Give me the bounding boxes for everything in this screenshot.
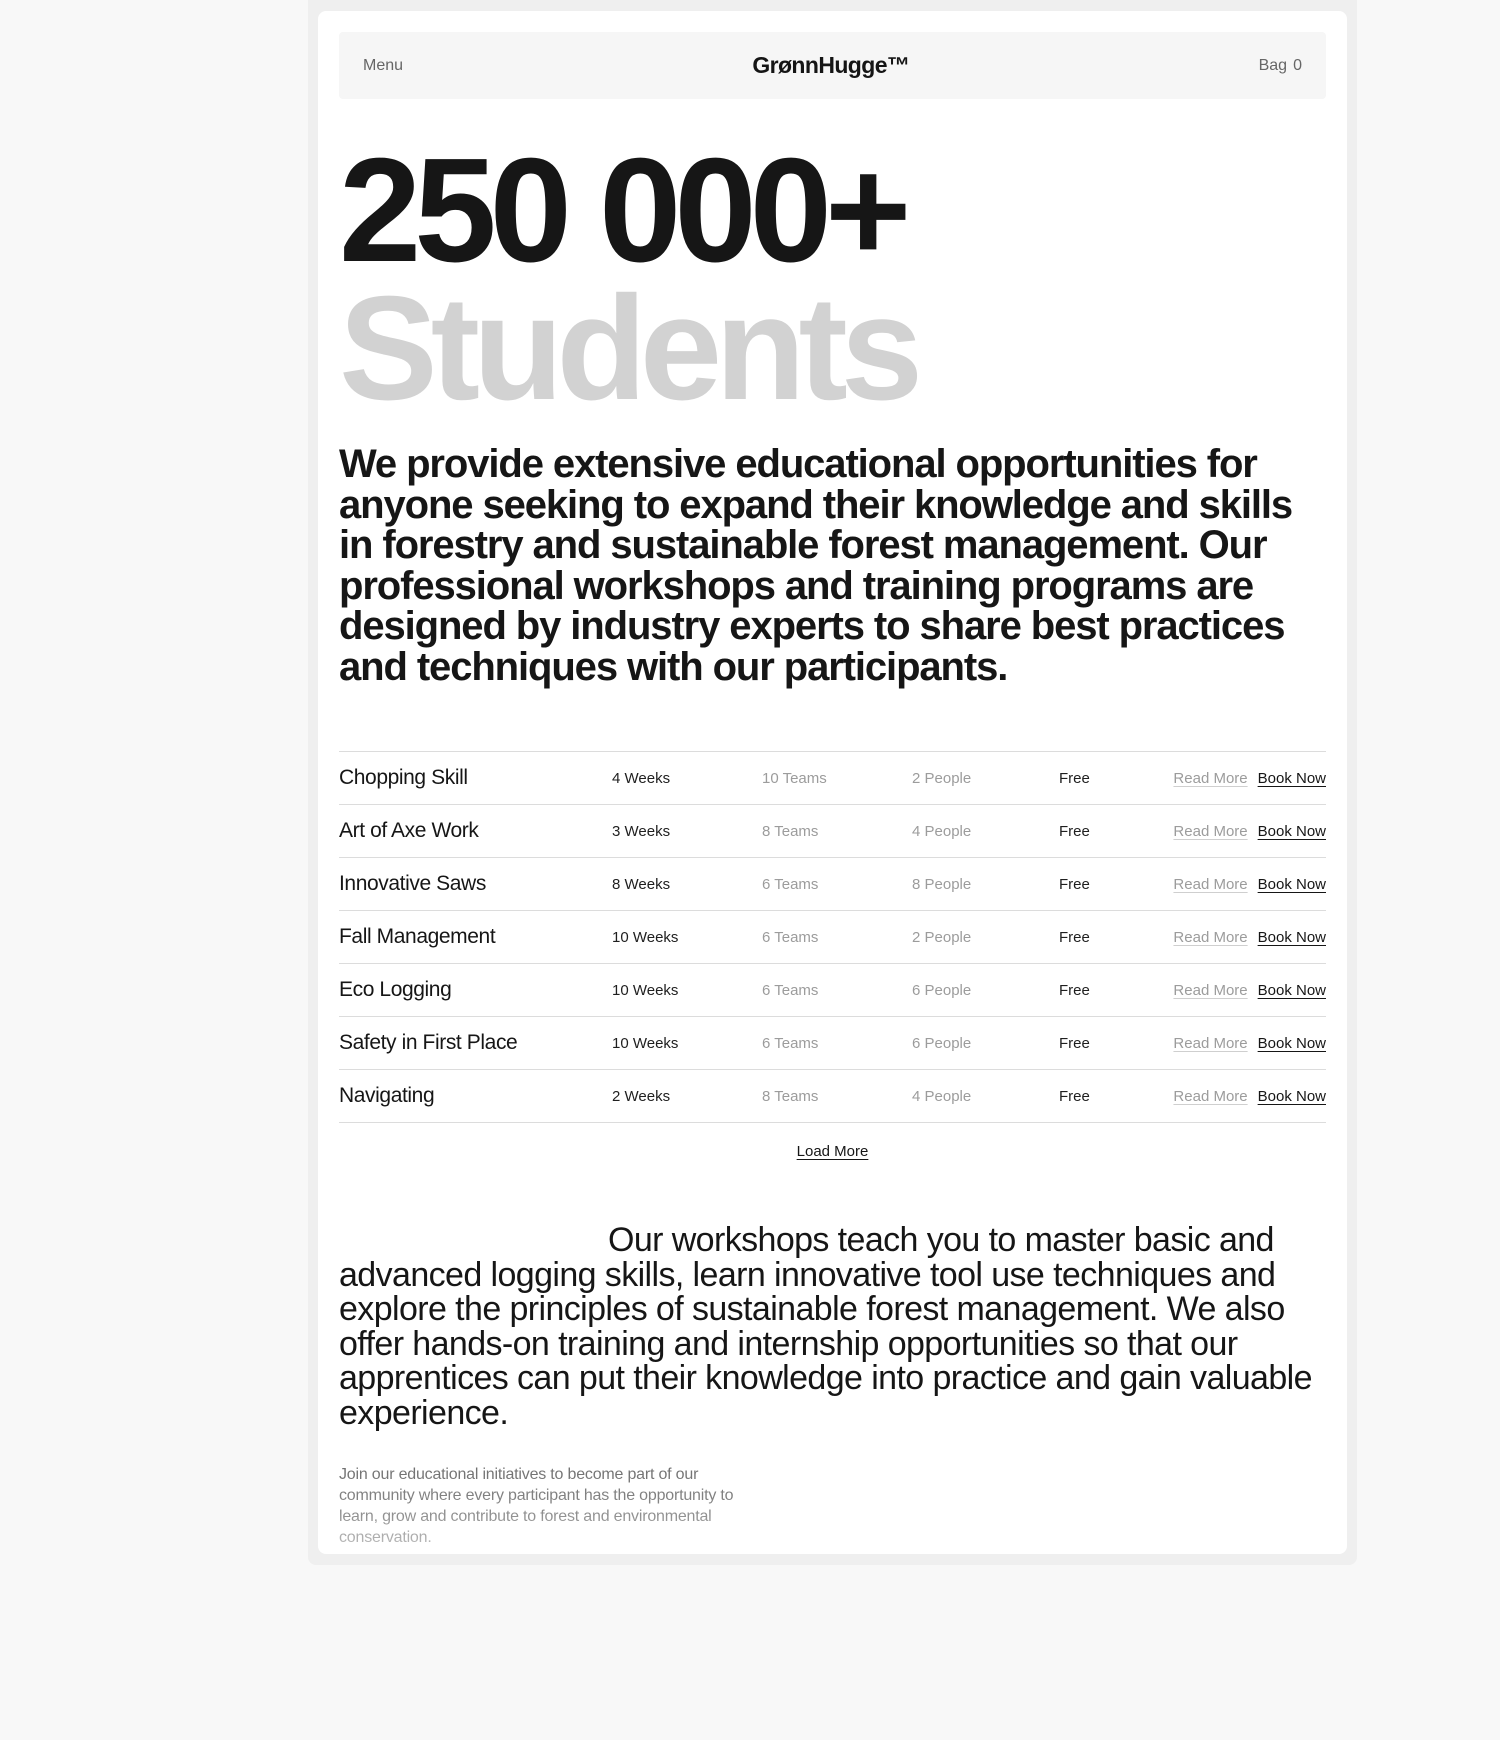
workshop-people: 6 People [912, 1034, 972, 1052]
load-more-button[interactable]: Load More [796, 1143, 869, 1160]
read-more-link[interactable]: Read More [1173, 928, 1248, 946]
workshop-name: Safety in First Place [339, 1031, 518, 1054]
workshop-people: 6 People [912, 981, 972, 999]
workshop-name: Navigating [339, 1084, 435, 1107]
workshop-actions [1169, 823, 1326, 840]
workshop-price: Free [1059, 1034, 1090, 1052]
workshop-row [339, 1070, 1326, 1123]
workshop-price: Free [1059, 875, 1090, 893]
book-now-link[interactable]: Book Now [1257, 822, 1326, 840]
read-more-link[interactable]: Read More [1173, 1034, 1248, 1052]
workshop-actions [1169, 770, 1326, 787]
page-frame [308, 0, 1357, 1565]
book-now-link[interactable]: Book Now [1257, 981, 1326, 999]
read-more-link[interactable]: Read More [1173, 822, 1248, 840]
workshop-price: Free [1059, 928, 1090, 946]
read-more-link[interactable]: Read More [1173, 769, 1248, 787]
workshop-people: 2 People [912, 769, 972, 787]
content-card [318, 11, 1347, 1554]
workshop-duration: 2 Weeks [612, 1087, 671, 1105]
content-inner [339, 32, 1326, 1564]
workshop-actions [1169, 1035, 1326, 1052]
book-now-link[interactable]: Book Now [1257, 928, 1326, 946]
workshop-duration: 4 Weeks [612, 769, 671, 787]
menu-button[interactable]: Menu [363, 56, 404, 74]
workshop-teams: 10 Teams [762, 769, 827, 787]
workshop-duration: 3 Weeks [612, 822, 671, 840]
book-now-link[interactable]: Book Now [1257, 769, 1326, 787]
workshop-row [339, 752, 1326, 805]
workshop-row [339, 858, 1326, 911]
workshops-table [339, 751, 1326, 1123]
hero-number: 250 000+ [339, 128, 905, 293]
workshop-actions [1169, 876, 1326, 893]
workshop-people: 8 People [912, 875, 972, 893]
book-now-link[interactable]: Book Now [1257, 875, 1326, 893]
workshop-actions [1169, 929, 1326, 946]
brand-logo[interactable]: GrønnHugge™ [752, 52, 910, 78]
workshop-price: Free [1059, 769, 1090, 787]
workshop-teams: 6 Teams [762, 875, 819, 893]
read-more-link[interactable]: Read More [1173, 981, 1248, 999]
workshop-price: Free [1059, 822, 1090, 840]
workshop-row [339, 1017, 1326, 1070]
hero-heading [339, 128, 1326, 431]
workshop-people: 4 People [912, 822, 972, 840]
join-paragraph: Join our educational initiatives to become part of our community where every participant has the opportunity to learn, grow and contribute to forest and environmental conservation. [339, 1464, 749, 1548]
read-more-link[interactable]: Read More [1173, 1087, 1248, 1105]
workshop-teams: 8 Teams [762, 822, 819, 840]
workshop-name: Eco Logging [339, 978, 452, 1001]
bag-count: 0 [1293, 56, 1302, 74]
workshop-teams: 6 Teams [762, 1034, 819, 1052]
book-now-link[interactable]: Book Now [1257, 1034, 1326, 1052]
workshop-name: Chopping Skill [339, 766, 468, 789]
load-more-wrap [339, 1143, 1326, 1161]
workshop-price: Free [1059, 1087, 1090, 1105]
bag-label: Bag [1258, 56, 1288, 74]
workshop-actions [1169, 1088, 1326, 1105]
workshop-name: Fall Management [339, 925, 496, 948]
workshop-teams: 6 Teams [762, 928, 819, 946]
workshop-duration: 10 Weeks [612, 1034, 679, 1052]
workshop-teams: 8 Teams [762, 1087, 819, 1105]
workshop-actions [1169, 982, 1326, 999]
workshop-people: 4 People [912, 1087, 972, 1105]
hero-word: Students [339, 266, 917, 431]
workshop-row [339, 805, 1326, 858]
workshop-people: 2 People [912, 928, 972, 946]
workshop-duration: 10 Weeks [612, 928, 679, 946]
workshop-row [339, 911, 1326, 964]
bag-button[interactable] [1259, 57, 1302, 75]
workshop-teams: 6 Teams [762, 981, 819, 999]
site-header [339, 32, 1326, 99]
workshop-duration: 8 Weeks [612, 875, 671, 893]
workshop-name: Innovative Saws [339, 872, 486, 895]
workshop-price: Free [1059, 981, 1090, 999]
about-paragraph: Our workshops teach you to master basic and advanced logging skills, learn innovative tool use techniques and explore the principles of sustainable forest management. We also offer hands-on training and internship opportunities so that our apprentices can put their knowledge into practice and gain valuable experience. [339, 1221, 1312, 1432]
read-more-link[interactable]: Read More [1173, 875, 1248, 893]
workshop-duration: 10 Weeks [612, 981, 679, 999]
workshop-name: Art of Axe Work [339, 819, 479, 842]
intro-paragraph: We provide extensive educational opportunities for anyone seeking to expand their knowledge and skills in forestry and sustainable forest management. Our professional workshops and training programs are designed by industry experts to share best practices and techniques with our participants. [339, 442, 1293, 689]
book-now-link[interactable]: Book Now [1257, 1087, 1326, 1105]
workshop-row [339, 964, 1326, 1017]
